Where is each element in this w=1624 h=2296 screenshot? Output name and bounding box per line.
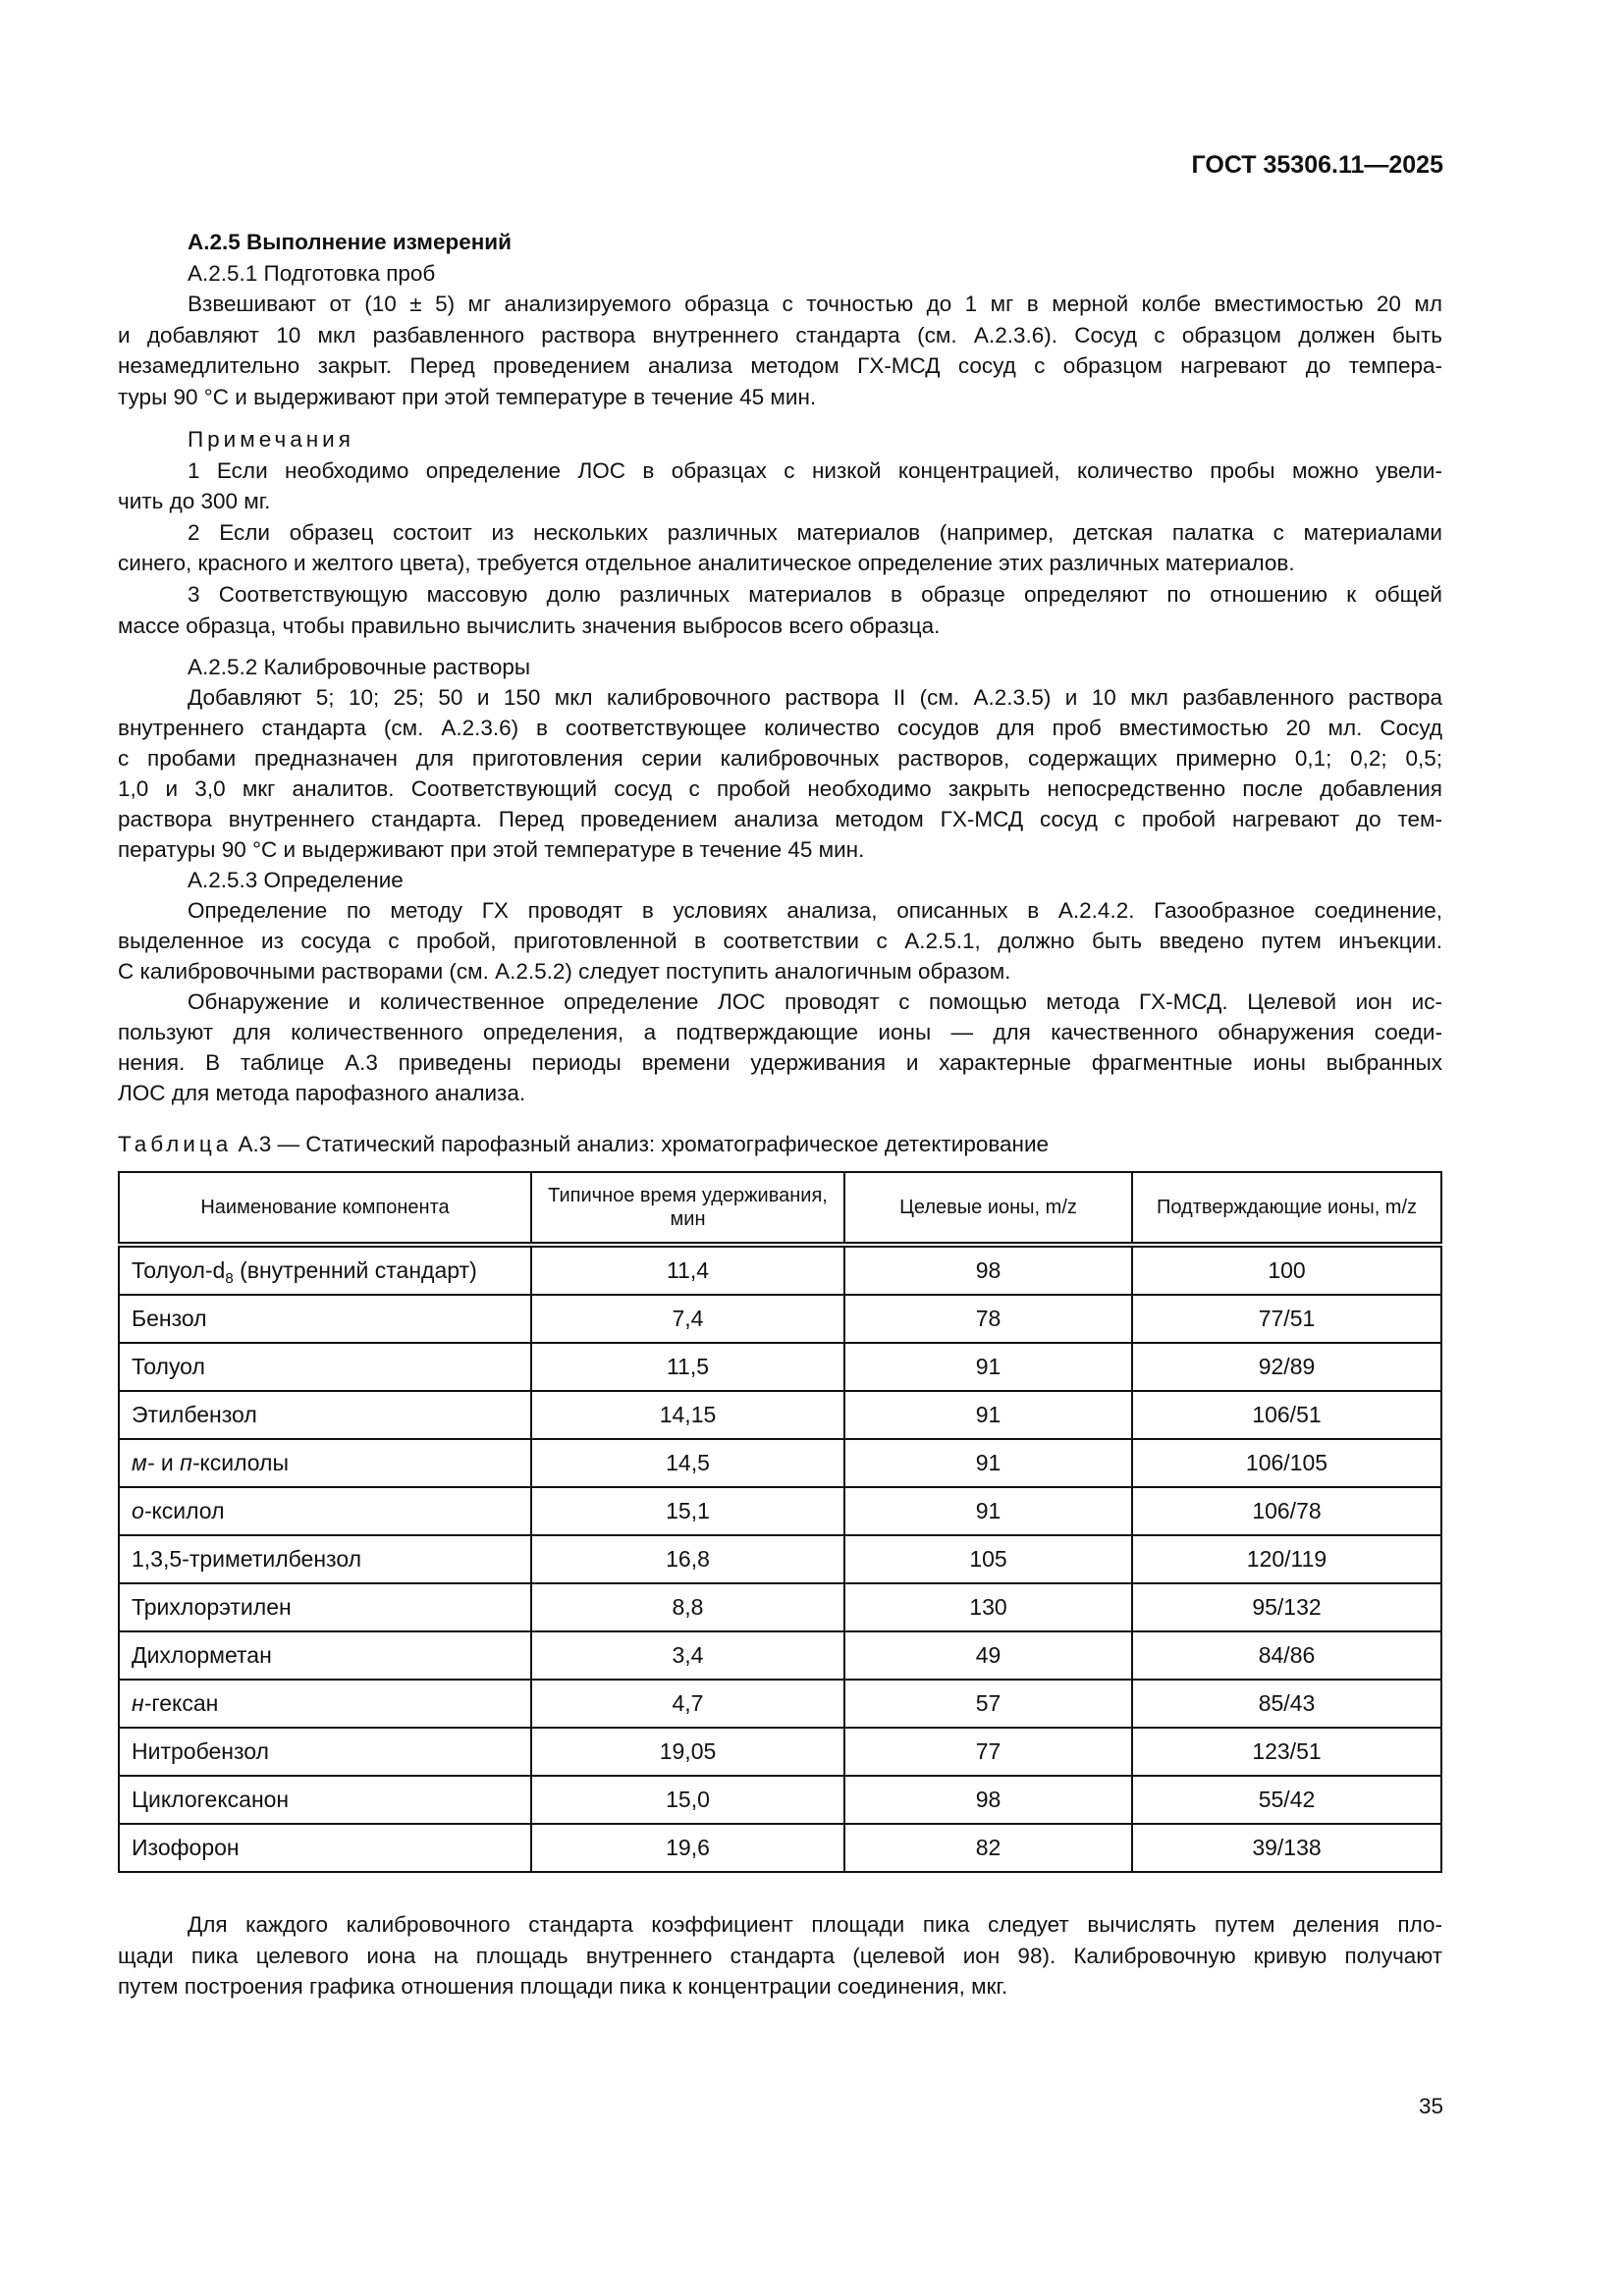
note (118, 579, 1442, 641)
text-line: 3 Соответствующую массовую долю различных материалов в образце определяют по отношению к общей (188, 581, 1442, 607)
table-row (119, 1583, 1441, 1631)
component-name-part: и (154, 1450, 181, 1475)
component-name-part: о- (132, 1498, 152, 1523)
table-row (119, 1631, 1441, 1680)
target-ion: 57 (844, 1680, 1132, 1728)
table-row (119, 1535, 1441, 1583)
component-name-part: н- (132, 1690, 152, 1716)
text-line: Определение по методу ГХ проводят в условиях анализа, описанных в А.2.4.2. Газообразное соединение, (188, 898, 1442, 923)
text-line: ЛОС для метода парофазного анализа. (118, 1081, 526, 1105)
subsection-title: А.2.5.2 Калибровочные растворы (188, 655, 531, 679)
component-name-part: Циклогексанон (132, 1787, 290, 1812)
closing-paragraph (118, 1909, 1442, 2002)
component-name (119, 1583, 531, 1631)
target-ion: 82 (844, 1824, 1132, 1872)
retention-time: 14,5 (531, 1439, 844, 1487)
component-name-part: 1,3,5-триметилбензол (132, 1546, 362, 1572)
table-caption-text: А.3 — Статический парофазный анализ: хроматографическое детектирование (238, 1132, 1050, 1156)
component-name (119, 1487, 531, 1535)
target-ion: 91 (844, 1343, 1132, 1391)
text-line: Для каждого калибровочного стандарта коэффициент площади пика следует вычислять путем деления пло- (188, 1912, 1442, 1937)
component-name-part: (внутренний стандарт) (233, 1257, 477, 1283)
retention-time: 11,5 (531, 1343, 844, 1391)
table-caption-label: Таблица (118, 1132, 233, 1156)
table-row (119, 1391, 1441, 1439)
confirming-ions: 106/78 (1132, 1487, 1441, 1535)
confirming-ions: 95/132 (1132, 1583, 1441, 1631)
text-line: 1,0 и 3,0 мкг аналитов. Соответствующий сосуд с пробой необходимо закрыть непосредственно после добавления (118, 776, 1442, 801)
paragraph (118, 987, 1442, 1108)
table-row (119, 1776, 1441, 1824)
confirming-ions: 55/42 (1132, 1776, 1441, 1824)
table-caption (118, 1129, 1049, 1160)
text-line: путем построения графика отношения площади пика к концентрации соединения, мкг. (118, 1974, 1008, 2000)
component-name (119, 1728, 531, 1776)
confirming-ions: 100 (1132, 1245, 1441, 1295)
note (118, 517, 1442, 579)
retention-time: 11,4 (531, 1245, 844, 1295)
notes (118, 424, 1442, 641)
target-ion: 77 (844, 1728, 1132, 1776)
target-ion: 98 (844, 1776, 1132, 1824)
component-name (119, 1391, 531, 1439)
text-line: пературы 90 °С и выдерживают при этой температуре в течение 45 мин. (118, 837, 865, 862)
component-name (119, 1343, 531, 1391)
section-heading: А.2.5 Выполнение измерений (188, 230, 512, 254)
component-name (119, 1245, 531, 1295)
confirming-ions: 84/86 (1132, 1631, 1441, 1680)
component-name-part: Трихлорэтилен (132, 1594, 292, 1620)
retention-time: 19,05 (531, 1728, 844, 1776)
component-name-part: Толуол-d (132, 1257, 226, 1283)
text-line: пользуют для количественного определения, а подтверждающие ионы — для качественного обнаружения соеди- (118, 1020, 1442, 1044)
retention-time: 15,0 (531, 1776, 844, 1824)
confirming-ions: 120/119 (1132, 1535, 1441, 1583)
component-name (119, 1824, 531, 1872)
component-name (119, 1680, 531, 1728)
table-row (119, 1680, 1441, 1728)
component-name-part: 8 (225, 1270, 234, 1287)
text-line: раствора внутреннего стандарта. Перед проведением анализа методом ГХ-МСД сосуд с пробой нагревают до тем- (118, 807, 1442, 831)
component-name-part: Бензол (132, 1306, 207, 1331)
column-header: Типичное время удерживания, мин (531, 1172, 844, 1245)
confirming-ions: 106/105 (1132, 1439, 1441, 1487)
text-line: синего, красного и желтого цвета), требуется отдельное аналитическое определение этих различных материалов. (118, 551, 1295, 576)
text-line: С калибровочными растворами (см. А.2.5.2) следует поступить аналогичным образом. (118, 959, 1011, 984)
retention-time: 3,4 (531, 1631, 844, 1680)
text-line: Обнаружение и количественное определение ЛОС проводят с помощью метода ГХ-МСД. Целевой ион ис- (188, 989, 1442, 1014)
target-ion: 91 (844, 1439, 1132, 1487)
component-name (119, 1439, 531, 1487)
paragraph (118, 682, 1442, 865)
text-line: 1 Если необходимо определение ЛОС в образцах с низкой концентрацией, количество пробы можно увели- (188, 457, 1442, 483)
text-line: выделенное из сосуда с пробой, приготовленной в соответствии с А.2.5.1, должно быть введено путем инъекции. (118, 929, 1442, 953)
text-line: нения. В таблице А.3 приведены периоды времени удерживания и характерные фрагментные ионы выбранных (118, 1050, 1442, 1075)
table-header-row (119, 1172, 1441, 1245)
subsection-title: А.2.5.1 Подготовка проб (188, 260, 436, 286)
component-name-part: Нитробензол (132, 1738, 269, 1764)
table-row (119, 1343, 1441, 1391)
retention-time: 16,8 (531, 1535, 844, 1583)
target-ion: 98 (844, 1245, 1132, 1295)
confirming-ions: 39/138 (1132, 1824, 1441, 1872)
component-name (119, 1295, 531, 1343)
retention-time: 8,8 (531, 1583, 844, 1631)
component-name-part: Этилбензол (132, 1402, 257, 1427)
component-name-part: Дихлорметан (132, 1642, 272, 1668)
component-name-part: Толуол (132, 1354, 205, 1379)
text-line: незамедлительно закрыт. Перед проведением анализа методом ГХ-МСД сосуд с образцом нагревают до темпера- (118, 353, 1442, 379)
text-line: массе образца, чтобы правильно вычислить значения выбросов всего образца. (118, 613, 941, 638)
column-header: Подтверждающие ионы, m/z (1132, 1172, 1441, 1245)
retention-time: 4,7 (531, 1680, 844, 1728)
section-a-2-5 (118, 227, 1442, 413)
target-ion: 105 (844, 1535, 1132, 1583)
document-code: ГОСТ 35306.11—2025 (1191, 151, 1443, 179)
results-table (118, 1171, 1442, 1873)
text-line: чить до 300 мг. (118, 489, 271, 514)
paragraph (118, 289, 1442, 412)
subsection-title: А.2.5.3 Определение (188, 868, 404, 892)
text-line: 2 Если образец состоит из нескольких различных материалов (например, детская палатка с материалами (188, 519, 1442, 545)
target-ion: 78 (844, 1295, 1132, 1343)
text-line: щади пика целевого иона на площадь внутреннего стандарта (целевой ион 98). Калибровочную кривую получают (118, 1943, 1442, 1968)
confirming-ions: 106/51 (1132, 1391, 1441, 1439)
table-row (119, 1439, 1441, 1487)
column-header: Наименование компонента (119, 1172, 531, 1245)
retention-time: 15,1 (531, 1487, 844, 1535)
text-line: внутреннего стандарта (см. А.2.3.6) в соответствующее количество сосудов для проб вместимостью 20 мл. Сосуд (118, 716, 1442, 740)
text-line: и добавляют 10 мкл разбавленного раствора внутреннего стандарта (см. А.2.3.6). Сосуд с образцом должен быть (118, 322, 1442, 347)
confirming-ions: 85/43 (1132, 1680, 1441, 1728)
target-ion: 130 (844, 1583, 1132, 1631)
page-number: 35 (1418, 2094, 1443, 2118)
target-ion: 49 (844, 1631, 1132, 1680)
component-name-part: п- (180, 1450, 200, 1475)
confirming-ions: 92/89 (1132, 1343, 1441, 1391)
component-name-part: Изофорон (132, 1835, 240, 1860)
component-name (119, 1776, 531, 1824)
table-row (119, 1824, 1441, 1872)
text-line: Добавляют 5; 10; 25; 50 и 150 мкл калибровочного раствора II (см. А.2.3.5) и 10 мкл разбавленного раствора (188, 685, 1442, 710)
component-name-part: м- (132, 1450, 155, 1475)
note (118, 455, 1442, 517)
text-line: с пробами предназначен для приготовления серии калибровочных растворов, содержащих примерно 0,1; 0,2; 0,5; (118, 746, 1442, 771)
target-ion: 91 (844, 1391, 1132, 1439)
component-name-part: ксилол (151, 1498, 225, 1523)
table-row (119, 1728, 1441, 1776)
target-ion: 91 (844, 1487, 1132, 1535)
retention-time: 14,15 (531, 1391, 844, 1439)
confirming-ions: 77/51 (1132, 1295, 1441, 1343)
component-name (119, 1631, 531, 1680)
retention-time: 19,6 (531, 1824, 844, 1872)
table-row (119, 1295, 1441, 1343)
text-line: Взвешивают от (10 ± 5) мг анализируемого образца с точностью до 1 мг в мерной колбе вместимостью 20 мл (188, 292, 1442, 317)
component-name-part: гексан (151, 1690, 219, 1716)
text-line: туры 90 °С и выдерживают при этой температуре в течение 45 мин. (118, 384, 817, 409)
retention-time: 7,4 (531, 1295, 844, 1343)
component-name-part: ксилолы (199, 1450, 289, 1475)
section-a-2-5-2-3 (118, 652, 1442, 1108)
component-name (119, 1535, 531, 1583)
paragraph (118, 895, 1442, 987)
table-row (119, 1487, 1441, 1535)
confirming-ions: 123/51 (1132, 1728, 1441, 1776)
notes-title: Примечания (188, 427, 354, 452)
column-header: Целевые ионы, m/z (844, 1172, 1132, 1245)
table-row (119, 1245, 1441, 1295)
